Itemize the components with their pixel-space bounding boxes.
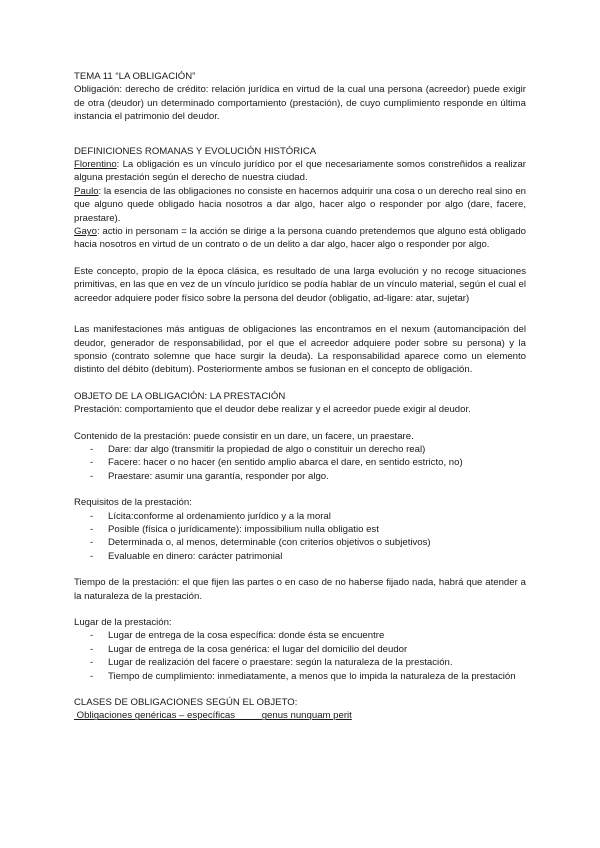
section-heading-objeto: OBJETO DE LA OBLIGACIÓN: LA PRESTACIÓN xyxy=(74,390,286,402)
contenido-list xyxy=(74,443,526,483)
author-paulo: Paulo xyxy=(74,185,99,197)
list-item: - Dare: dar algo (transmitir la propiedad de algo o constituir un derecho real) xyxy=(74,443,526,456)
florentino-text: : La obligación es un vínculo jurídico por el que necesariamente somos constreñidos a realizar alguna prestación según el derecho de nuestra ciudad. xyxy=(74,159,526,184)
author-florentino: Florentino xyxy=(74,159,117,171)
evolution-paragraph: Este concepto, propio de la época clásica, es resultado de una larga evolución y no recoge situaciones primitivas, en las que en vez de un vínculo jurídico se podía hablar de un vínculo material, según el cual el acreedor adquiere poder físico sobre la persona del deudor (obligatio, ad-ligare: atar, sujetar) xyxy=(74,265,526,304)
list-item: - Lugar de entrega de la cosa específica: donde ésta se encuentre xyxy=(74,629,526,642)
clases-subheading: Obligaciones genéricas – específicas genus nunquam perit xyxy=(74,710,352,722)
tiempo-paragraph: Tiempo de la prestación: el que fijen las partes o en caso de no haberse fijado nada, habrá que atender a la naturaleza de la prestación. xyxy=(74,577,526,602)
definition-florentino xyxy=(74,158,526,185)
author-gayo: Gayo xyxy=(74,226,97,238)
contenido-intro: Contenido de la prestación: puede consistir en un dare, un facere, un praestare. xyxy=(74,430,414,442)
requisitos-intro: Requisitos de la prestación: xyxy=(74,497,192,509)
intro-paragraph: Obligación: derecho de crédito: relación jurídica en virtud de la cual una persona (acreedor) puede exigir de otra (deudor) un determinado comportamiento (prestación), de cuyo cumplimiento responde en última instancia el patrimonio del deudor. xyxy=(74,84,526,123)
requisitos-list xyxy=(74,510,526,564)
section-heading-clases: CLASES DE OBLIGACIONES SEGÚN EL OBJETO: xyxy=(74,697,298,709)
page-title: TEMA 11 “LA OBLIGACIÓN” xyxy=(74,71,196,82)
definition-gayo xyxy=(74,225,526,252)
list-item: - Evaluable en dinero: carácter patrimonial xyxy=(74,550,526,563)
document-page xyxy=(74,70,526,723)
lugar-list xyxy=(74,629,526,683)
list-item: - Lícita:conforme al ordenamiento jurídico y a la moral xyxy=(74,510,526,523)
gayo-text: : actio in personam = la acción se dirige a la persona cuando pretendemos que alguno está obligado hacia nosotros en virtud de un contrato o de un delito a dar algo, hacer algo o responder por algo. xyxy=(74,226,526,251)
list-item: - Lugar de entrega de la cosa genérica: el lugar del domicilio del deudor xyxy=(74,643,526,656)
list-item: - Determinada o, al menos, determinable (con criterios objetivos o subjetivos) xyxy=(74,536,526,549)
paulo-text: : la esencia de las obligaciones no consiste en hacernos adquirir una cosa o un derecho real sino en que alguno quede obligado hacia nosotros a dar algo, hacer algo o responder por algo (dare, facere, praestare). xyxy=(74,185,526,224)
list-item: - Lugar de realización del facere o praestare: según la naturaleza de la prestación. xyxy=(74,656,526,669)
lugar-intro: Lugar de la prestación: xyxy=(74,617,172,628)
nexum-paragraph: Las manifestaciones más antiguas de obligaciones las encontramos en el nexum (automancipación del deudor, generador de responsabilidad, por el que el acreedor adquiere poder sobre su persona) y la sponsio (contrato solemne que hace surgir la deuda). La responsabilidad aparece como un elemento distinto del débito (debitum). Posteriormente ambos se fusionan en el concepto de obligación. xyxy=(74,324,526,376)
prestacion-definition: Prestación: comportamiento que el deudor debe realizar y el acreedor puede exigir al deudor. xyxy=(74,404,471,416)
list-item: - Praestare: asumir una garantía, responder por algo. xyxy=(74,470,526,483)
section-heading-roman: DEFINICIONES ROMANAS Y EVOLUCIÓN HISTÓRICA xyxy=(74,145,317,157)
list-item: - Posible (física o jurídicamente): impossibilium nulla obligatio est xyxy=(74,523,526,536)
list-item: - Facere: hacer o no hacer (en sentido amplio abarca el dare, en sentido estricto, no) xyxy=(74,456,526,469)
definition-paulo xyxy=(74,185,526,225)
list-item: - Tiempo de cumplimiento: inmediatamente, a menos que lo impida la naturaleza de la prestación xyxy=(74,670,526,683)
